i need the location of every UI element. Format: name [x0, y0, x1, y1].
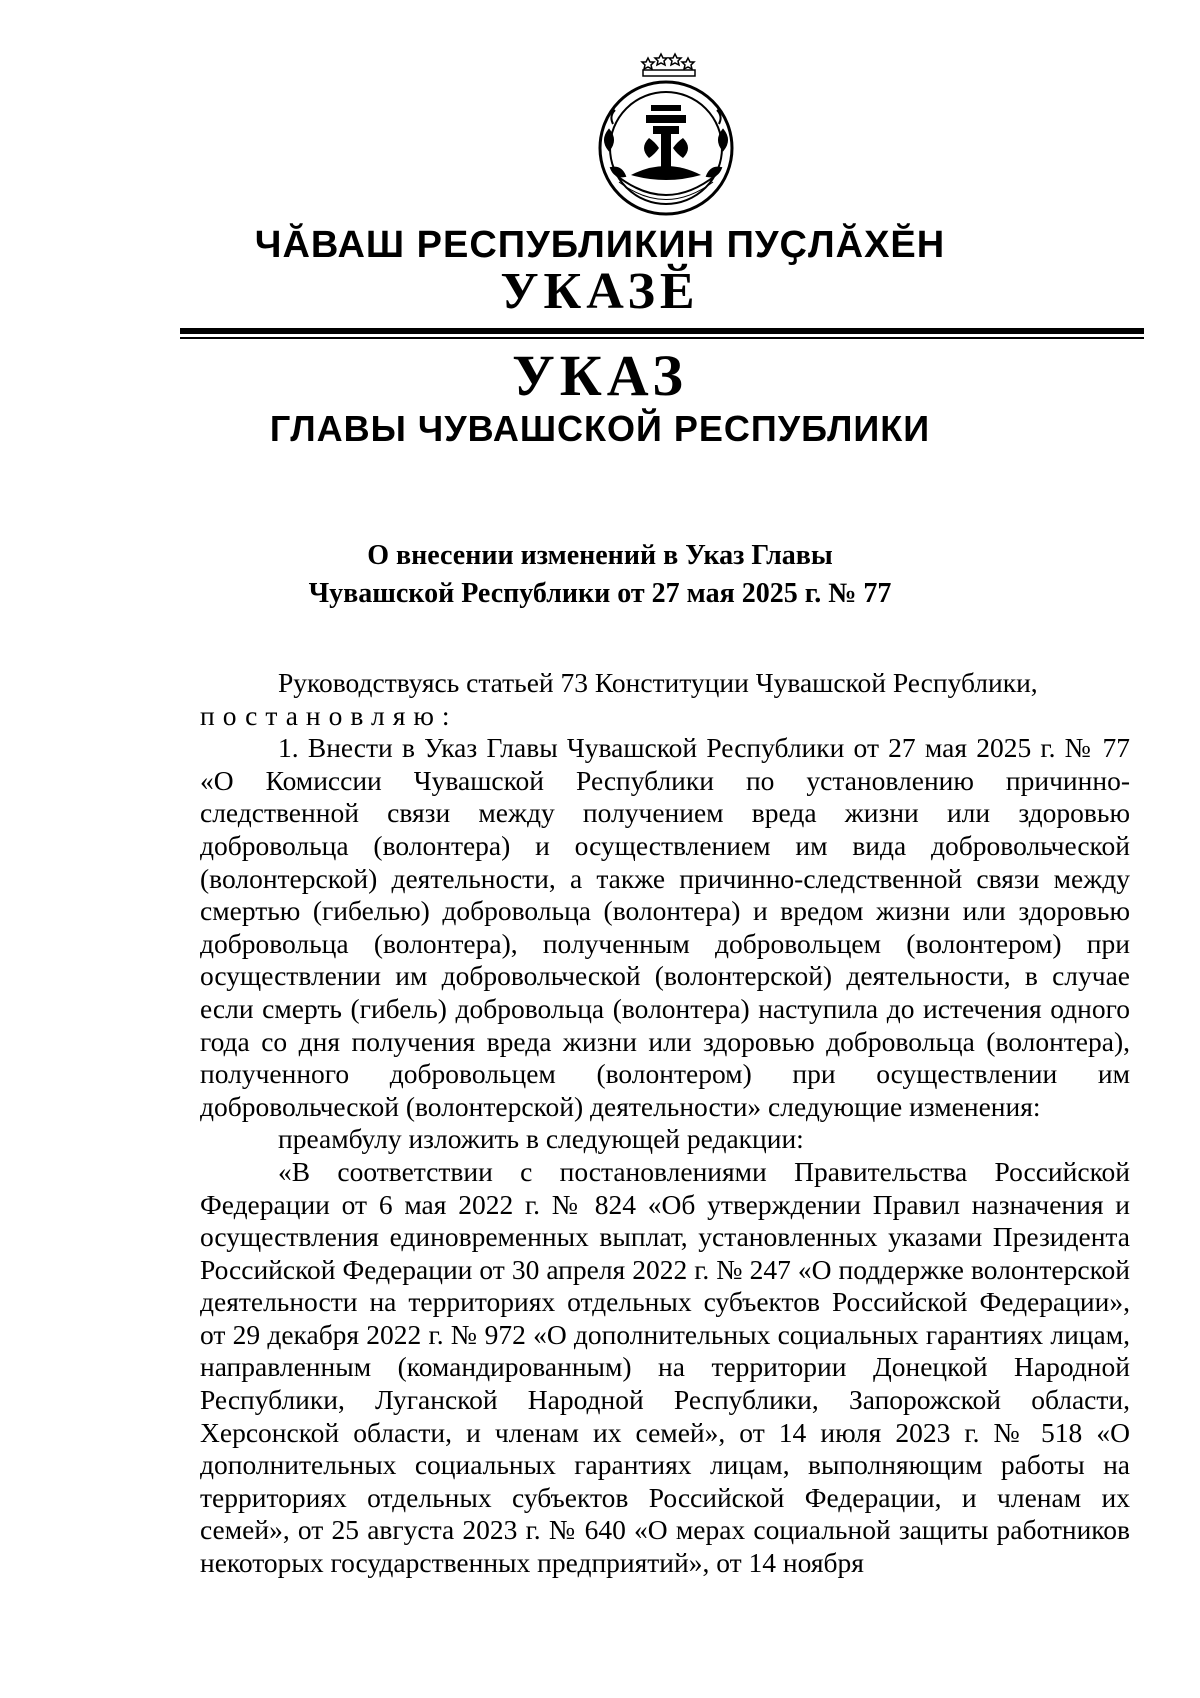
- document-title: [0, 537, 1200, 613]
- russian-header-line2: ГЛАВЫ ЧУВАШСКОЙ РЕСПУБЛИКИ: [269, 408, 931, 449]
- body-paragraph-preamble-instruction: преамбулу изложить в следующей редакции:: [278, 1123, 804, 1155]
- body-paragraph-resolve: постановляю:: [200, 699, 458, 731]
- coat-of-arms-emblem: [591, 50, 741, 220]
- header-divider-thick: [180, 328, 1144, 334]
- document-title-line1: О внесении изменений в Указ Главы: [367, 540, 833, 571]
- body-paragraph-preamble: Руководствуясь статьей 73 Конституции Чувашской Республики,: [278, 667, 1038, 698]
- chuvash-header-line2: УКАЗӖ: [500, 263, 700, 320]
- body-paragraph-new-preamble: «В соответствии с постановлениями Правительства Российской Федерации от 6 мая 2022 г. № 824 «Об утверждении Правил назначения и осуществления единовременных выплат, установленных указами Президента Российской Федерации от 30 апреля 2022 г. № 247 «О поддержке волонтерской деятельности на территориях отдельных субъектов Российской Федерации», от 29 декабря 2022 г. № 972 «О дополнительных социальных гарантиях лицам, направленным (командированным) на территории Донецкой Народной Республики, Луганской Народной Республики, Запорожской области, Херсонской области, и членам их семей», от 14 июля 2023 г. № 518 «О дополнительных социальных гарантиях лицам, выполняющим работы на территориях отдельных субъектов Российской Федерации, и членам их семей», от 25 августа 2023 г. № 640 «О мерах социальной защиты работников некоторых государственных предприятий», от 14 ноября: [200, 1155, 1130, 1579]
- crown-stars-icon: [642, 54, 695, 76]
- document-body: [200, 667, 1130, 1580]
- russian-header-line1: УКАЗ: [512, 343, 688, 408]
- document-title-line2: Чувашской Республики от 27 мая 2025 г. № 77: [308, 578, 892, 609]
- chuvash-header-line1: ЧӐВАШ РЕСПУБЛИКИН ПУҪЛӐХӖН: [254, 224, 946, 266]
- tree-of-life-icon: [631, 105, 701, 180]
- header-divider-thin: [180, 337, 1144, 339]
- body-paragraph-item-1: 1. Внести в Указ Главы Чувашской Республики от 27 мая 2025 г. № 77 «О Комиссии Чувашской Республики по установлению причинно-следственной связи между получением вреда жизни или здоровью добровольца (волонтера) и осуществлением им вида добровольческой (волонтерской) деятельности, а также причинно-следственной связи между смертью (гибелью) добровольца (волонтера) и вредом жизни или здоровью добровольца (волонтера), полученным добровольцем (волонтером) при осуществлении им добровольческой (волонтерской) деятельности, в случае если смерть (гибель) добровольца (волонтера) наступила до истечения одного года со дня получения вреда жизни или здоровью добровольца (волонтера), полученного добровольцем (волонтером) при осуществлении им добровольческой (волонтерской) деятельности» следующие изменения:: [200, 732, 1130, 1122]
